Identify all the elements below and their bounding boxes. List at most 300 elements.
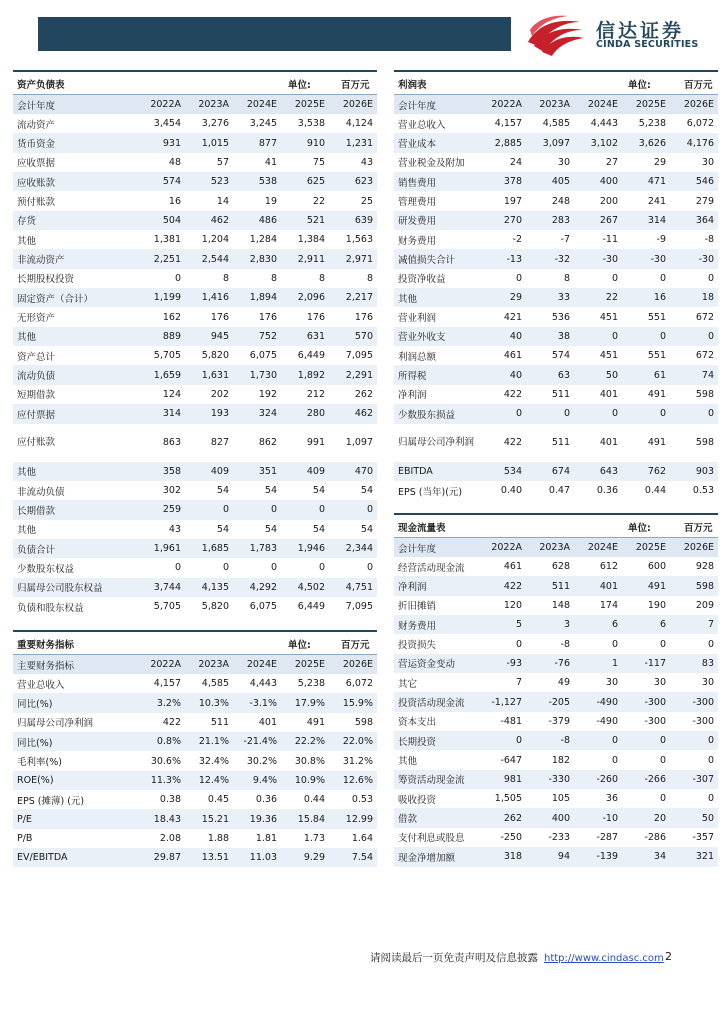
table-row <box>13 191 377 210</box>
cell-value: 1,946 <box>281 539 329 558</box>
column-header-year: 2026E <box>670 95 718 114</box>
cell-value: 54 <box>312 523 325 535</box>
cell-value: 0 <box>659 793 666 805</box>
cell-value: 54 <box>216 485 229 497</box>
cell-value: 6,072 <box>345 678 373 690</box>
cell-value: 504 <box>137 211 185 230</box>
cell-value: 0 <box>174 562 181 574</box>
logo-chinese-name: 信达证券 <box>596 20 685 42</box>
cell-value: 19.36 <box>233 809 281 828</box>
balance-sheet-title-bar <box>13 70 377 95</box>
cell-value: -13 <box>478 249 526 268</box>
row-label: 其他 <box>398 756 418 768</box>
row-label: 少数股东权益 <box>17 563 75 575</box>
cell-value: 1.64 <box>351 832 373 844</box>
row-label: P/B <box>17 832 33 844</box>
cell-value: 18.43 <box>137 809 185 828</box>
cell-value: 7 <box>515 677 522 689</box>
cell-value: 631 <box>281 327 329 346</box>
cell-value: 351 <box>233 462 281 481</box>
cell-value: 22 <box>574 288 622 307</box>
cell-value: 4,135 <box>185 578 233 597</box>
row-label: 吸收投资 <box>398 794 437 806</box>
cell-value: 1,204 <box>201 234 229 246</box>
cell-value: 0 <box>174 272 181 284</box>
cell-value: 491 <box>647 437 666 448</box>
cell-value: 470 <box>329 462 377 481</box>
cell-value: 628 <box>551 561 570 573</box>
cell-value: 523 <box>185 172 233 191</box>
table-row <box>13 404 377 423</box>
cell-value: 4,157 <box>494 118 522 130</box>
cell-value: -266 <box>622 770 670 789</box>
cell-value: 5,238 <box>638 118 666 130</box>
row-label: 少数股东损益 <box>394 404 478 423</box>
table-row <box>13 751 377 770</box>
table-row <box>394 153 718 172</box>
cell-value: 672 <box>695 350 714 362</box>
cell-value: 54 <box>264 523 277 535</box>
cell-value: 1,685 <box>185 539 233 558</box>
cell-value: 600 <box>647 561 666 573</box>
cell-value: 49 <box>557 677 570 689</box>
cell-value: 2,344 <box>329 539 377 558</box>
cell-value: 1,381 <box>153 234 181 246</box>
cell-value: 34 <box>622 847 670 866</box>
cell-value: 27 <box>605 156 618 168</box>
cell-value: -10 <box>574 808 622 827</box>
cashflow-title-bar <box>394 513 718 538</box>
cell-value: 0 <box>270 562 277 574</box>
cell-value: 50 <box>670 808 718 827</box>
cell-value: 124 <box>162 388 181 400</box>
cell-value: 5 <box>478 615 526 634</box>
cell-value: 54 <box>216 523 229 535</box>
column-header-label: 会计年度 <box>13 95 137 114</box>
cell-value: 29 <box>478 288 526 307</box>
table-row <box>13 693 377 712</box>
cell-value: 672 <box>695 311 714 323</box>
row-label: 毛利率(%) <box>17 757 62 769</box>
row-label: 减值损失合计 <box>394 249 478 268</box>
cell-value: 8 <box>366 272 373 284</box>
cell-value: 910 <box>281 133 329 152</box>
cell-value: 991 <box>306 437 325 448</box>
row-label: EV/EBITDA <box>13 848 137 867</box>
cell-value: -3.1% <box>233 693 281 712</box>
cell-value: 0 <box>281 500 329 519</box>
cell-value: 2,217 <box>329 288 377 307</box>
row-label: 其他 <box>17 525 37 537</box>
cell-value: 1,961 <box>137 539 185 558</box>
cell-value: 0 <box>233 500 281 519</box>
row-label: 应收票据 <box>17 158 56 170</box>
cell-value: -8 <box>704 234 714 246</box>
cell-value: 148 <box>551 599 570 611</box>
row-label: 应收账款 <box>13 172 137 191</box>
cell-value: 120 <box>503 599 522 611</box>
row-label: 营运资金变动 <box>394 654 478 673</box>
cell-value: 176 <box>258 311 277 323</box>
cell-value: 401 <box>599 388 618 400</box>
cell-value: 409 <box>185 462 233 481</box>
table-header-row <box>13 655 377 674</box>
cell-value: 2,251 <box>137 249 185 268</box>
key-ratios-panel <box>13 630 377 867</box>
cell-value: 200 <box>599 195 618 207</box>
cell-value: 0.44 <box>644 485 666 497</box>
table-row <box>13 829 377 848</box>
row-label: 同比(%) <box>13 693 137 712</box>
row-label: 营业税金及附加 <box>398 158 465 170</box>
cell-value: 18 <box>670 288 718 307</box>
row-label: 营业成本 <box>394 133 478 152</box>
cell-value: 981 <box>478 770 526 789</box>
cell-value: 10.9% <box>281 771 329 790</box>
row-label: 研发费用 <box>394 211 478 230</box>
row-label: 归属母公司净利润 <box>398 437 475 448</box>
row-label: 非流动负债 <box>17 486 65 498</box>
cell-value: 3,744 <box>137 578 185 597</box>
cell-value: 409 <box>281 462 329 481</box>
table-row <box>394 770 718 789</box>
cell-value: 0 <box>622 327 670 346</box>
column-header-year: 2026E <box>670 538 718 557</box>
cell-value: 9.4% <box>233 771 281 790</box>
table-row <box>13 500 377 519</box>
table-row <box>394 424 718 462</box>
cell-value: 4,585 <box>542 118 570 130</box>
cell-value: 12.6% <box>329 771 377 790</box>
cell-value: 1,730 <box>233 365 281 384</box>
cell-value: -260 <box>574 770 622 789</box>
cell-value: 0 <box>670 404 718 423</box>
cell-value: 30 <box>701 156 714 168</box>
cell-value: -7 <box>560 234 570 246</box>
cell-value: 1,783 <box>233 539 281 558</box>
cell-value: -32 <box>526 249 574 268</box>
cell-value: 0.44 <box>303 794 325 806</box>
key-ratios-unit: 百万元 <box>341 640 370 651</box>
cell-value: 1,097 <box>345 437 373 448</box>
table-header-row <box>394 538 718 557</box>
cell-value: 202 <box>210 388 229 400</box>
column-header-year: 2026E <box>329 95 377 114</box>
cell-value: 1,231 <box>329 133 377 152</box>
cell-value: -379 <box>548 715 570 727</box>
cell-value: 57 <box>216 156 229 168</box>
cell-value: 15.9% <box>329 693 377 712</box>
cell-value: 0.45 <box>207 794 229 806</box>
table-row <box>13 211 377 230</box>
table-row <box>13 462 377 481</box>
table-row <box>394 673 718 692</box>
balance-sheet-title: 资产负债表 <box>17 80 65 91</box>
column-header-year: 2025E <box>281 655 329 674</box>
cell-value: 6,072 <box>686 118 714 130</box>
cell-value: 8 <box>222 272 229 284</box>
row-label: 同比(%) <box>13 732 137 751</box>
cell-value: 16 <box>168 195 181 207</box>
cell-value: 0 <box>185 500 233 519</box>
table-row <box>13 327 377 346</box>
cell-value: 0 <box>478 404 526 423</box>
cell-value: 29.87 <box>137 848 185 867</box>
cell-value: 2,291 <box>329 365 377 384</box>
column-header-year: 2025E <box>622 538 670 557</box>
cell-value: 421 <box>503 311 522 323</box>
row-label: 所得税 <box>394 365 478 384</box>
table-row <box>394 114 718 133</box>
cell-value: 15.21 <box>185 809 233 828</box>
cell-value: 94 <box>526 847 574 866</box>
table-row <box>13 153 377 172</box>
cell-value: 3,626 <box>622 133 670 152</box>
cell-value: 5,705 <box>153 350 181 362</box>
cell-value: 314 <box>137 404 185 423</box>
cell-value: 105 <box>551 793 570 805</box>
cashflow-title: 现金流量表 <box>398 523 446 534</box>
income-statement-title: 利润表 <box>398 80 427 91</box>
cell-value: 4,157 <box>153 678 181 690</box>
cell-value: 4,751 <box>329 578 377 597</box>
table-row <box>394 634 718 653</box>
table-row <box>394 596 718 615</box>
table-row <box>394 385 718 404</box>
cell-value: 752 <box>233 327 281 346</box>
table-row <box>13 133 377 152</box>
cell-value: 0.36 <box>255 794 277 806</box>
row-label: 投资活动现金流 <box>394 692 478 711</box>
cell-value: 14 <box>216 195 229 207</box>
row-label: 借款 <box>394 808 478 827</box>
cell-value: 197 <box>503 195 522 207</box>
cell-value: 4,502 <box>281 578 329 597</box>
cell-value: 11.03 <box>233 848 281 867</box>
cell-value: 0 <box>574 731 622 750</box>
cell-value: 2,971 <box>329 249 377 268</box>
cell-value: 461 <box>503 350 522 362</box>
row-label: 负债合计 <box>13 539 137 558</box>
cell-value: 30.6% <box>150 755 181 767</box>
cell-value: 538 <box>233 172 281 191</box>
cell-value: -287 <box>596 831 618 843</box>
cell-value: 3,102 <box>574 133 622 152</box>
row-label: 其他 <box>13 327 137 346</box>
cell-value: 182 <box>551 754 570 766</box>
cell-value: 54 <box>312 485 325 497</box>
table-row <box>13 172 377 191</box>
footer-website-link[interactable]: http://www.cindasc.com <box>544 953 664 964</box>
cell-value: 6,075 <box>249 601 277 613</box>
cell-value: 48 <box>168 156 181 168</box>
cell-value: 4,176 <box>670 133 718 152</box>
cell-value: 928 <box>695 561 714 573</box>
row-label: 其它 <box>398 678 418 690</box>
cell-value: 174 <box>599 599 618 611</box>
table-row <box>13 481 377 500</box>
cell-value: 176 <box>210 311 229 323</box>
cell-value: 10.3% <box>185 693 233 712</box>
table-row <box>13 307 377 326</box>
cell-value: 827 <box>210 437 229 448</box>
cell-value: 405 <box>526 172 574 191</box>
table-row <box>394 789 718 808</box>
cell-value: 3.2% <box>137 693 185 712</box>
cell-value: -93 <box>478 654 526 673</box>
table-row <box>394 327 718 346</box>
cashflow-unit: 百万元 <box>684 523 713 534</box>
cell-value: -307 <box>670 770 718 789</box>
cell-value: 30 <box>605 677 618 689</box>
cell-value: 13.51 <box>185 848 233 867</box>
row-label: 长期投资 <box>394 731 478 750</box>
column-header-year: 2022A <box>137 95 185 114</box>
cell-value: -30 <box>670 249 718 268</box>
table-row <box>394 731 718 750</box>
cell-value: 3,454 <box>153 118 181 130</box>
income-statement-panel <box>394 70 718 500</box>
table-row <box>13 674 377 693</box>
cell-value: 61 <box>622 365 670 384</box>
cell-value: 486 <box>233 211 281 230</box>
row-label: 销售费用 <box>394 172 478 191</box>
cell-value: -647 <box>500 754 522 766</box>
balance-sheet-unit: 百万元 <box>341 80 370 91</box>
cell-value: 22.2% <box>281 732 329 751</box>
row-label: 归属母公司净利润 <box>17 718 94 730</box>
column-header-year: 2025E <box>281 95 329 114</box>
cell-value: 0 <box>611 754 618 766</box>
cell-value: -11 <box>602 234 618 246</box>
logo-english-name: CINDA SECURITIES <box>596 39 699 50</box>
cell-value: 0.8% <box>137 732 185 751</box>
column-header-year: 2022A <box>137 655 185 674</box>
cell-value: 6,449 <box>297 350 325 362</box>
cell-value: 241 <box>647 195 666 207</box>
table-row <box>394 847 718 866</box>
cell-value: 12.99 <box>329 809 377 828</box>
cell-value: 43 <box>360 156 373 168</box>
table-row <box>13 539 377 558</box>
cell-value: 643 <box>574 462 622 481</box>
income-statement-table <box>394 95 718 500</box>
row-label: EPS (摊薄) (元) <box>17 795 85 807</box>
cell-value: 36 <box>605 793 618 805</box>
cell-value: 931 <box>137 133 185 152</box>
cell-value: -481 <box>500 715 522 727</box>
cell-value: 22.0% <box>329 732 377 751</box>
cell-value: 209 <box>695 599 714 611</box>
row-label: 营业总收入 <box>398 119 446 131</box>
cell-value: 212 <box>306 388 325 400</box>
cell-value: 4,585 <box>201 678 229 690</box>
row-label: 应付账款 <box>17 437 56 448</box>
cell-value: 1,015 <box>185 133 233 152</box>
cell-value: 7,095 <box>345 601 373 613</box>
row-label: 货币资金 <box>13 133 137 152</box>
row-label: 营业外收支 <box>394 327 478 346</box>
row-label: 存货 <box>13 211 137 230</box>
cell-value: 1,199 <box>137 288 185 307</box>
cell-value: -250 <box>500 831 522 843</box>
column-header-label: 会计年度 <box>394 538 478 557</box>
cell-value: -300 <box>670 692 718 711</box>
cell-value: 41 <box>264 156 277 168</box>
row-label: P/E <box>13 809 137 828</box>
row-label: 折旧摊销 <box>398 601 437 613</box>
cell-value: -30 <box>622 249 670 268</box>
header-bar <box>38 17 511 51</box>
cell-value: 54 <box>360 485 373 497</box>
cell-value: 3,097 <box>526 133 574 152</box>
row-label: 归属母公司股东权益 <box>13 578 137 597</box>
cell-value: 0 <box>574 404 622 423</box>
cell-value: 491 <box>647 388 666 400</box>
cell-value: 511 <box>210 716 229 728</box>
cell-value: -300 <box>692 715 714 727</box>
cell-value: 534 <box>478 462 526 481</box>
cell-value: 15.84 <box>281 809 329 828</box>
cell-value: 40 <box>478 365 526 384</box>
table-row <box>13 269 377 288</box>
key-ratios-title: 重要财务指标 <box>17 640 75 651</box>
cell-value: 422 <box>162 716 181 728</box>
cell-value: 1,894 <box>233 288 281 307</box>
cell-value: 0.47 <box>548 485 570 497</box>
row-label: 资产总计 <box>17 351 56 363</box>
cell-value: 262 <box>478 808 526 827</box>
table-row <box>394 750 718 769</box>
cell-value: 511 <box>551 437 570 448</box>
cell-value: 16 <box>622 288 670 307</box>
cell-value: 40 <box>478 327 526 346</box>
cell-value: 358 <box>137 462 185 481</box>
cell-value: 1,892 <box>281 365 329 384</box>
footer <box>370 950 664 965</box>
cell-value: -357 <box>692 831 714 843</box>
cell-value: 401 <box>574 576 622 595</box>
column-header-year: 2023A <box>526 538 574 557</box>
cell-value: 2,830 <box>233 249 281 268</box>
row-label: 资本支出 <box>398 717 437 729</box>
cell-value: 7 <box>670 615 718 634</box>
cell-value: 279 <box>695 195 714 207</box>
cell-value: 0 <box>670 731 718 750</box>
cell-value: 0 <box>707 754 714 766</box>
cell-value: 4,443 <box>590 118 618 130</box>
cell-value: 0.40 <box>500 485 522 497</box>
row-label: 预付账款 <box>17 197 56 209</box>
cell-value: -490 <box>574 692 622 711</box>
row-label: 其他 <box>13 462 137 481</box>
cell-value: 1,416 <box>185 288 233 307</box>
cell-value: 5,238 <box>297 678 325 690</box>
cell-value: 6,075 <box>249 350 277 362</box>
cell-value: 0 <box>478 731 526 750</box>
table-row <box>394 172 718 191</box>
table-row <box>394 133 718 152</box>
cell-value: 2,885 <box>478 133 526 152</box>
cell-value: 461 <box>503 561 522 573</box>
table-row <box>394 211 718 230</box>
table-row <box>13 249 377 268</box>
cell-value: 1,631 <box>185 365 233 384</box>
cell-value: 0.53 <box>692 485 714 497</box>
cell-value: 521 <box>281 211 329 230</box>
column-header-year: 2023A <box>185 655 233 674</box>
cell-value: -76 <box>526 654 574 673</box>
